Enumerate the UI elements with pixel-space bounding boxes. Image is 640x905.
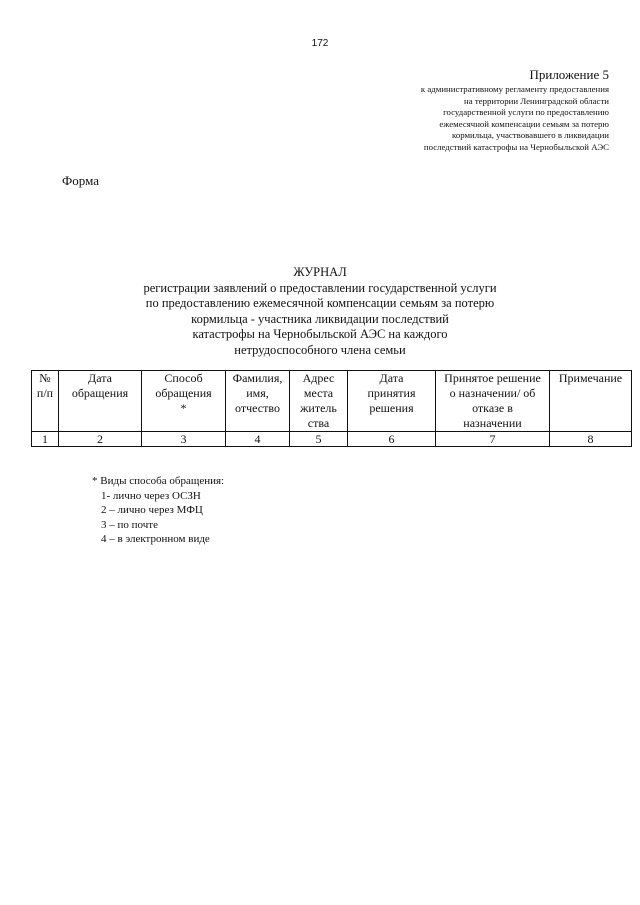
footnote-item: 2 – лично через МФЦ [101,504,203,517]
table-header-cell: Способ обращения * [142,371,226,432]
table-header-cell: Принятое решение о назначении/ об отказе в назначении [436,371,550,432]
journal-title-line: кормильца - участника ликвидации последствий [191,311,449,326]
appendix-note-line: последствий катастрофы на Чернобыльской АЭС [423,141,609,152]
journal-title [0,265,640,358]
table-column-number: 8 [550,432,632,447]
table-header-cell: Примечание [550,371,632,432]
table-header-cell: Фамилия, имя, отчество [226,371,290,432]
table-header-row [32,371,632,432]
footnote-heading: * Виды способа обращения: [92,475,225,487]
register-table [31,370,632,447]
table-header-cell: Дата принятия решения [348,371,436,432]
journal-title-line: ЖУРНАЛ [293,265,347,279]
table-column-number: 3 [142,432,226,447]
appendix-note-line: государственной услуги по предоставлению [443,107,609,118]
form-label: Форма [62,173,99,188]
table-column-number: 5 [290,432,348,447]
table-row [32,432,632,447]
journal-title-line: регистрации заявлений о предоставлении государственной услуги [143,280,497,295]
journal-title-line: катастрофы на Чернобыльской АЭС на каждого [192,327,448,341]
table-column-number: 7 [436,432,550,447]
table-column-number: 1 [32,432,59,447]
journal-title-line: нетрудоспособного члена семьи [234,342,406,357]
table-column-number: 2 [59,432,142,447]
footnote-item: 3 – по почте [101,518,158,531]
page-number: 172 [311,38,329,49]
appendix-note-line: ежемесячной компенсации семьям за потерю [439,118,609,129]
table-header-cell: Адрес места житель ства [290,371,348,432]
footnote-item: 1- лично через ОСЗН [101,489,201,502]
journal-title-line: по предоставлению ежемесячной компенсации семьям за потерю [145,296,495,310]
table-column-number: 4 [226,432,290,447]
table-header-cell: № п/п [32,371,59,432]
appendix-note [349,84,609,154]
footnote [92,474,224,547]
appendix-note-line: кормильца, участвовавшего в ликвидации [452,130,609,141]
appendix-title: Приложение 5 [529,67,609,82]
footnote-item: 4 – в электронном виде [101,533,210,546]
appendix-note-line: на территории Ленинградской области [464,95,609,106]
appendix-note-line: к административному регламенту предоставления [420,84,609,94]
table-column-number: 6 [348,432,436,447]
table-header-cell: Дата обращения [59,371,142,432]
